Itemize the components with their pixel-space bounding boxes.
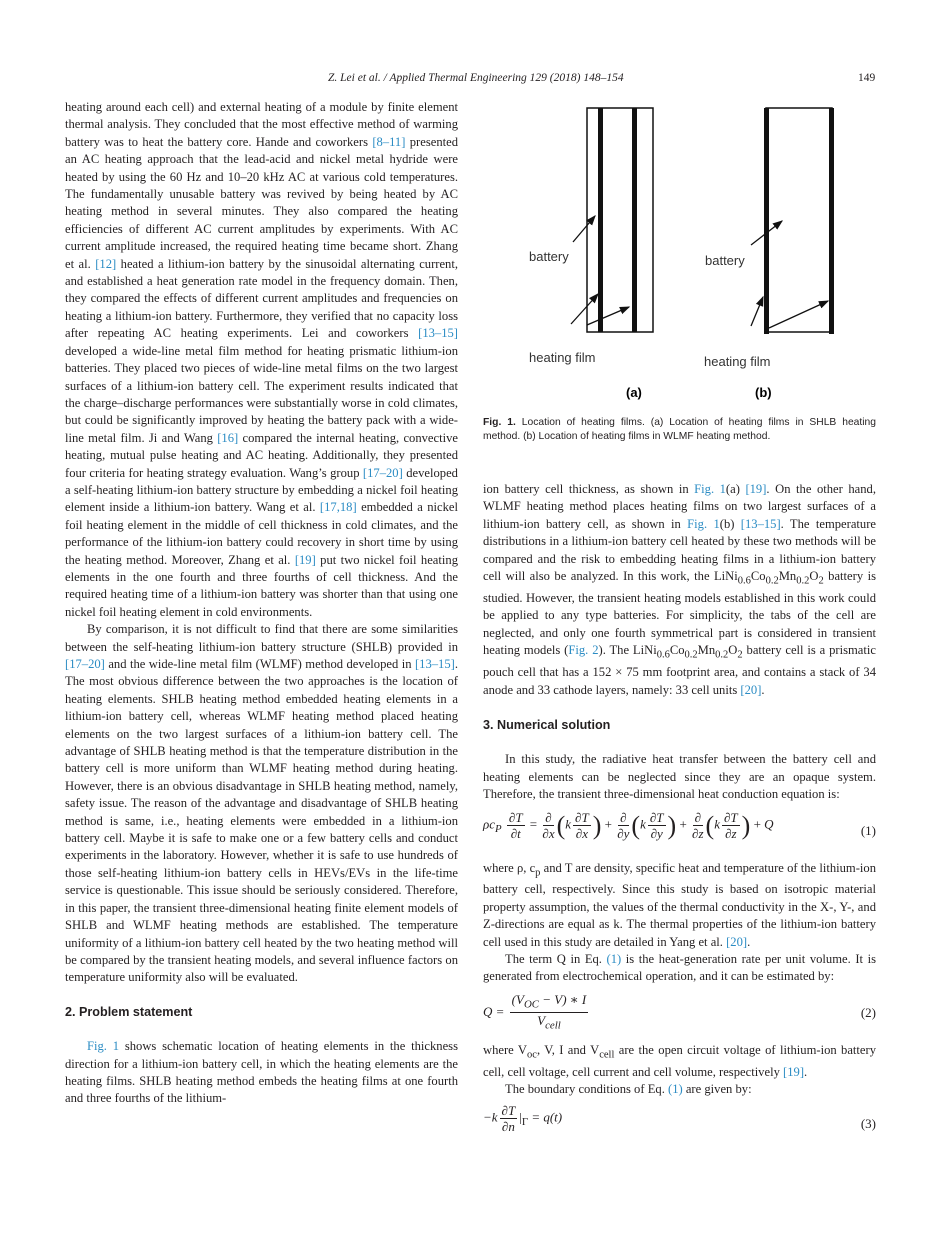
citation-link[interactable]: [13–15] bbox=[414, 657, 455, 671]
citation-link[interactable]: Fig. 1 bbox=[687, 516, 720, 531]
eq3-rhs: = q(t) bbox=[528, 1109, 563, 1125]
citation-link[interactable]: Fig. 1 bbox=[694, 482, 726, 496]
text-run: Co bbox=[750, 569, 766, 584]
text-run: , V, I and V bbox=[536, 1042, 600, 1057]
heating-film-b1 bbox=[764, 108, 769, 334]
eq2-num-sub: OC bbox=[523, 998, 539, 1011]
text-run: (a) bbox=[725, 482, 746, 496]
eq3-lhs: −k bbox=[483, 1109, 498, 1125]
subscript: 2 bbox=[818, 575, 824, 587]
citation-link[interactable]: [20] bbox=[740, 682, 762, 697]
text-run: where ρ, c bbox=[483, 860, 536, 875]
section-2-paragraph bbox=[65, 1038, 458, 1108]
text-run: ion battery cell thickness, as shown in bbox=[483, 482, 695, 496]
text-run: are the open circuit voltage of lithium-ion battery cell, cell voltage, cell current and cell volume, respectively bbox=[483, 1042, 876, 1079]
label-heating-film-b: heating film bbox=[704, 354, 771, 369]
subscript: oc bbox=[527, 1049, 537, 1061]
eq1-lhs-sub: P bbox=[495, 822, 502, 835]
citation-link[interactable]: (1) bbox=[606, 952, 622, 967]
page-number: 149 bbox=[858, 72, 876, 84]
citation-link[interactable]: [16] bbox=[217, 430, 239, 445]
equation-number-1: (1) bbox=[860, 822, 876, 838]
subscript: p bbox=[535, 867, 541, 879]
citation-link[interactable]: [17,18] bbox=[319, 500, 357, 515]
text-run: By comparison, it is not difficult to find that there are some similarities between the self-heating lithium-ion battery structure (SHLB) provided in bbox=[65, 622, 458, 654]
heating-film-a2 bbox=[632, 108, 637, 332]
eq1-dT2: ∂T bbox=[649, 809, 664, 825]
panel-b-diagram bbox=[704, 108, 834, 400]
eq3-bar: | bbox=[519, 1109, 522, 1125]
citation-link[interactable]: Fig. 1 bbox=[87, 1039, 120, 1054]
subscript: 0.6 bbox=[656, 649, 670, 661]
eq2-lhs: Q = bbox=[483, 1003, 505, 1019]
text-run: are given by: bbox=[682, 1082, 752, 1097]
figure-1-diagram bbox=[483, 100, 876, 405]
right-column bbox=[483, 481, 876, 1151]
text-run: The boundary conditions of Eq. bbox=[505, 1082, 668, 1097]
equation-3 bbox=[483, 1103, 876, 1147]
text-run: (b) bbox=[719, 516, 741, 531]
running-title: Z. Lei et al. / Applied Thermal Engineering 129 (2018) 148–154 bbox=[328, 72, 624, 84]
eq1-d2: ∂ bbox=[620, 809, 627, 825]
section-3-paragraph-1 bbox=[483, 751, 876, 803]
panel-a-label: (a) bbox=[626, 385, 642, 400]
subscript: 0.2 bbox=[765, 575, 779, 587]
citation-link[interactable]: [19] bbox=[294, 552, 316, 567]
figure-1-caption bbox=[483, 416, 876, 443]
eq3-bottom: ∂n bbox=[501, 1118, 515, 1134]
text-run: . On the other hand, WLMF heating method places heating films on two largest surfaces of a lithium-ion battery cell, as shown in bbox=[483, 482, 876, 531]
subscript: 2 bbox=[737, 649, 743, 661]
panel-a-diagram bbox=[529, 108, 653, 400]
eq1-frac-top: ∂T bbox=[508, 809, 523, 825]
eq1-plus: + bbox=[604, 816, 612, 832]
eq1-dT: ∂T bbox=[575, 809, 589, 825]
eq1-lhs: ρc bbox=[483, 816, 496, 832]
eq1-dy: ∂y bbox=[617, 825, 630, 841]
text-run: The term Q in Eq. bbox=[505, 952, 607, 967]
eq1-plus3: + bbox=[753, 816, 761, 832]
section-3-paragraph-5 bbox=[483, 1081, 876, 1098]
text-run: developed a self-heating lithium-ion battery structure by embedding a nickel foil heating element inside a lithium-ion battery. Wang et al. bbox=[65, 465, 458, 515]
section-3-heading: 3. Numerical solution bbox=[483, 717, 611, 732]
eq1-dT3: ∂T bbox=[723, 809, 738, 825]
section-3-paragraph-2 bbox=[483, 860, 876, 952]
label-battery-a: battery bbox=[529, 249, 569, 264]
eq1-k: k bbox=[565, 816, 572, 832]
citation-link[interactable]: [19] bbox=[783, 1064, 805, 1079]
eq2-den-sub: cell bbox=[545, 1020, 561, 1033]
label-battery-b: battery bbox=[705, 253, 745, 268]
eq1-k2: k bbox=[640, 816, 646, 832]
equation-number-3: (3) bbox=[860, 1115, 876, 1131]
citation-link[interactable]: [12] bbox=[95, 256, 117, 271]
eq1-d3: ∂ bbox=[694, 809, 701, 825]
text-run: put two nickel foil heating elements in the one fourth and three fourths of cell thickness. And the required heating time of a lithium-ion battery was shorter than that using one nickel foil heating element in cold environments. bbox=[65, 552, 458, 619]
text-run: developed a wide-line metal film method for heating prismatic lithium-ion batteries. They placed two pieces of wide-line metal films on the two largest surfaces of a lithium-ion battery cell. The experiment results indicated that the charge–discharge performances were substantially worse in cold climates, but could be significantly improved by heating the battery pack with a wide-line metal film. Ji and Wang bbox=[65, 343, 458, 445]
text-run: . The temperature distributions in a lithium-ion battery cell heated by these two methods will be compared and the risk to embedding heating films in a lithium-ion battery cell will also be analyzed. In this work, the LiNi bbox=[483, 516, 876, 584]
text-run: and the wide-line metal film (WLMF) method developed in bbox=[104, 657, 415, 671]
text-run: . bbox=[747, 934, 751, 949]
citation-link[interactable]: [13–15] bbox=[740, 516, 781, 531]
caption-text: Location of heating films. (a) Location of heating films in SHLB heating method. (b) Location of heating films in WLMF heating method. bbox=[483, 417, 876, 442]
eq1-dx: ∂x bbox=[542, 825, 555, 841]
subscript: 0.6 bbox=[737, 575, 751, 587]
eq1-plus2: + bbox=[679, 816, 687, 832]
citation-link[interactable]: [17–20] bbox=[362, 465, 403, 480]
text-run: O bbox=[809, 569, 819, 584]
equation-1: $\rho c_P$ $\frac{\partial T}{\partial t}$ = $\frac{\partial}{\partial x}$ (k $\frac{\partial T}{\partial x}$ ) + $\frac{\partial}{\partial y}$ (k $\frac{\partial T}{\partial y}$ ) + $\frac{\partial}{\partial z}$ (k $\frac{\partial T}{\partial z}$ ) + Q (1) bbox=[483, 809, 876, 841]
equation-number-2: (2) bbox=[860, 1004, 876, 1020]
text-run: battery is studied. However, the transient heating models established in this work could be applied to any type batteries. For simplicity, the tabs of the cell are neglected, and only one fourth symmetrical part is considered in transient heating models ( bbox=[483, 569, 876, 658]
heating-film-b2 bbox=[829, 108, 834, 334]
eq3-bar-sub: Γ bbox=[521, 1115, 529, 1128]
text-run: heated a lithium-ion battery by the sinusoidal alternating current, and established a heat generation rate model in the frequency domain. Then, they compared the effects of different current amplitudes and frequencies on heating a lithium-ion battery. Furthermore, they verified that no capacity loss after repeating AC heating experiments. Lei and coworkers bbox=[65, 256, 458, 341]
eq1-Q: Q bbox=[764, 816, 774, 832]
section-3-paragraph-3 bbox=[483, 951, 876, 986]
citation-link[interactable]: [17–20] bbox=[65, 657, 105, 671]
eq1-dx2: ∂x bbox=[575, 825, 588, 841]
eq2-den: V bbox=[537, 1013, 546, 1029]
section-2-heading: 2. Problem statement bbox=[65, 1004, 193, 1019]
label-heating-film-a: heating film bbox=[529, 350, 596, 365]
text-run: . bbox=[804, 1064, 808, 1079]
text-run: O bbox=[728, 643, 738, 658]
text-run: Mn bbox=[697, 643, 716, 658]
eq1-d: ∂ bbox=[545, 809, 552, 825]
text-run: is the heat-generation rate per unit volume. It is generated from electrochemical operation, and it can be estimated by: bbox=[483, 952, 876, 984]
right-paragraphs bbox=[483, 481, 876, 699]
subscript: 0.2 bbox=[684, 649, 698, 661]
heating-film-a1 bbox=[598, 108, 603, 332]
text-run: compared the internal heating, convective heating, mutual pulse heating and AC heating. Additionally, they presented four criteria for heating strategy evaluation. Wang’s group bbox=[65, 430, 458, 480]
eq1-dz2: ∂z bbox=[725, 825, 737, 841]
eq1-k3: k bbox=[714, 816, 720, 832]
eq1-dy2: ∂y bbox=[650, 825, 663, 841]
citation-link[interactable]: [13–15] bbox=[418, 326, 458, 341]
citation-link[interactable]: [8–11] bbox=[372, 134, 406, 149]
text-run: embedded a nickel foil heating element in the middle of cell thickness in cold climates, and the performance of the lithium-ion battery could recovery in short time by using the heating method. Moreover, Zhang et al. bbox=[65, 500, 458, 567]
text-run: shows schematic location of heating elements in the thickness direction for a lithium-ion battery cell, in which the heating elements are the heating films. SHLB heating method embeds the heating films at one fourth and three fourths of the lithium- bbox=[65, 1039, 458, 1106]
subscript: 0.2 bbox=[715, 649, 729, 661]
text-run: where V bbox=[483, 1042, 528, 1057]
text-run: battery cell is a prismatic pouch cell that has a 152 × 75 mm footprint area, and contains a stack of 34 anode and 33 cathode layers, namely: 33 cell units bbox=[483, 643, 876, 697]
eq1-frac-bottom: ∂t bbox=[510, 825, 521, 841]
paragraph bbox=[65, 99, 458, 621]
text-run: Co bbox=[669, 643, 685, 658]
eq1-equals: = bbox=[529, 816, 538, 832]
equation-2 bbox=[483, 992, 876, 1036]
left-paragraphs bbox=[65, 99, 458, 987]
paragraph bbox=[483, 481, 876, 699]
eq2-num: (V bbox=[511, 991, 524, 1007]
eq1-dz: ∂z bbox=[692, 825, 704, 841]
caption-label: Fig. 1. bbox=[483, 417, 516, 428]
eq3-top: ∂T bbox=[501, 1102, 516, 1118]
text-run: heating around each cell) and external heating of a module by finite element thermal analysis. They concluded that the most effective method of warming battery was to heat the battery core. Hande and coworkers bbox=[65, 100, 458, 149]
left-column bbox=[65, 99, 458, 1108]
text-run: . bbox=[761, 682, 765, 697]
text-run: ). The LiNi bbox=[598, 643, 657, 658]
citation-link[interactable]: (1) bbox=[668, 1082, 683, 1097]
citation-link[interactable]: Fig. 2 bbox=[568, 643, 599, 658]
eq2-num-rest: − V) ∗ I bbox=[539, 991, 587, 1007]
panel-b-label: (b) bbox=[755, 385, 772, 400]
figure-1 bbox=[483, 100, 876, 443]
text-run: . The most obvious difference between the two approaches is the location of heating elements. SHLB heating method embedded heating elements in a lithium-ion battery cell, whereas WLMF heating method placed heating elements on the two largest surfaces of a lithium-ion battery cell. The advantage of SHLB heating method is that the temperature distribution in the battery cell is more uniform than WLMF heating method during heating. However, there is an obvious disadvantage in SHLB heating method, namely, safety issue. The reason of the advantage and disadvantage of SHLB heating method is same, i.e., heating elements were embedded in a lithium-ion battery cell. Maybe it is safe to make one or a few battery cells and conduct experiments in the laboratory. However, whether it is safe to use hundreds of those self-heating lithium-ion battery cells in HEVs/EVs in the life-time service is questionable. This issue should be seriously considered. Therefore, in this paper, the transient three-dimensional heating finite element models of SHLB and WLMF heating methods are established. The temperature uniformity of a lithium-ion battery cell heated by the two heating method will be compared by the transient heating models, and several influence factors on temperature uniformity also will be evaluated. bbox=[65, 657, 458, 985]
subscript: cell bbox=[599, 1049, 615, 1061]
text-run: and T are density, specific heat and temperature of the lithium-ion battery cell, respectively. Since this study is based on isotropic material property assumption, the values of the thermal conductivity in the X-, Y-, and Z-directions are equal as k. The thermal properties of the lithium-ion battery cell used in this study are detailed in Yang et al. bbox=[483, 860, 876, 949]
text-run: In this study, the radiative heat transfer between the battery cell and heating elements can be neglected since they are an opaque system. Therefore, the transient three-dimensional heat conduction equation is: bbox=[483, 752, 876, 802]
subscript: 0.2 bbox=[796, 575, 810, 587]
paragraph bbox=[65, 621, 458, 987]
citation-link[interactable]: [20] bbox=[726, 934, 748, 949]
section-3-paragraph-4 bbox=[483, 1042, 876, 1081]
text-run: Mn bbox=[778, 569, 797, 584]
citation-link[interactable]: [19] bbox=[745, 482, 767, 496]
text-run: presented an AC heating approach that the lead-acid and nickel metal hydride were heated by using the 60 Hz and 10–20 kHz AC at various cold temperatures. The fundamentally unusable battery was revived by being heated by AC heating method in several minutes. They also compared the heating efficiencies of different AC current amplitudes by experiments. With AC current amplitude increased, the required heating time became short. Zhang et al. bbox=[65, 134, 459, 271]
